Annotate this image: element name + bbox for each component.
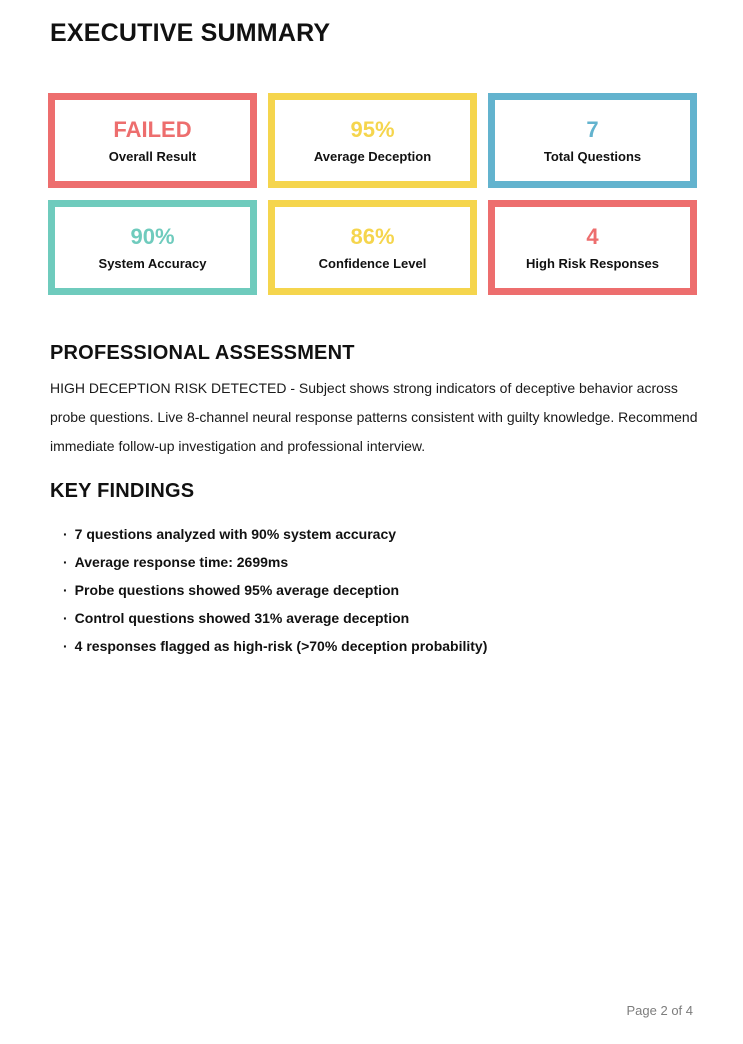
list-item-text: Probe questions showed 95% average deception <box>74 582 400 598</box>
stat-value: FAILED <box>113 116 192 142</box>
stat-value: 4 <box>586 223 599 249</box>
stat-value: 7 <box>586 116 599 142</box>
professional-assessment-heading: PROFESSIONAL ASSESSMENT <box>50 342 355 364</box>
bullet-icon: · <box>63 526 68 542</box>
list-item <box>63 632 487 660</box>
stat-card-confidence-level <box>268 200 477 295</box>
stat-card-total-questions <box>488 93 697 188</box>
list-item-text: 4 responses flagged as high-risk (>70% deception probability) <box>74 638 488 654</box>
professional-assessment-body: HIGH DECEPTION RISK DETECTED - Subject shows strong indicators of deceptive behavior across probe questions. Live 8-channel neural response patterns consistent with guilty knowledge. Recommend immediate follow-up investigation and professional interview. <box>50 380 698 454</box>
stat-label: System Accuracy <box>98 255 207 271</box>
stat-label: Total Questions <box>543 148 642 164</box>
stat-value: 90% <box>130 223 175 249</box>
stat-card-high-risk-responses <box>488 200 697 295</box>
bullet-icon: · <box>63 582 68 598</box>
bullet-icon: · <box>63 610 68 626</box>
list-item <box>63 548 487 576</box>
page-title: EXECUTIVE SUMMARY <box>50 19 331 47</box>
list-item <box>63 520 487 548</box>
stat-label: High Risk Responses <box>526 255 659 271</box>
list-item <box>63 576 487 604</box>
list-item-text: 7 questions analyzed with 90% system accuracy <box>74 526 397 542</box>
stat-label: Average Deception <box>313 148 432 164</box>
stat-card-overall-result <box>48 93 257 188</box>
list-item-text: Average response time: 2699ms <box>74 554 289 570</box>
stat-label: Confidence Level <box>318 255 427 271</box>
key-findings-list <box>63 520 487 660</box>
stat-cards-grid <box>48 93 697 295</box>
list-item-text: Control questions showed 31% average deception <box>74 610 410 626</box>
list-item <box>63 604 487 632</box>
stat-label: Overall Result <box>108 148 197 164</box>
key-findings-heading: KEY FINDINGS <box>50 480 195 502</box>
page-number: Page 2 of 4 <box>626 1003 693 1018</box>
bullet-icon: · <box>63 638 68 654</box>
stat-value: 95% <box>350 116 395 142</box>
bullet-icon: · <box>63 554 68 570</box>
stat-value: 86% <box>350 223 395 249</box>
stat-card-system-accuracy <box>48 200 257 295</box>
stat-card-average-deception <box>268 93 477 188</box>
